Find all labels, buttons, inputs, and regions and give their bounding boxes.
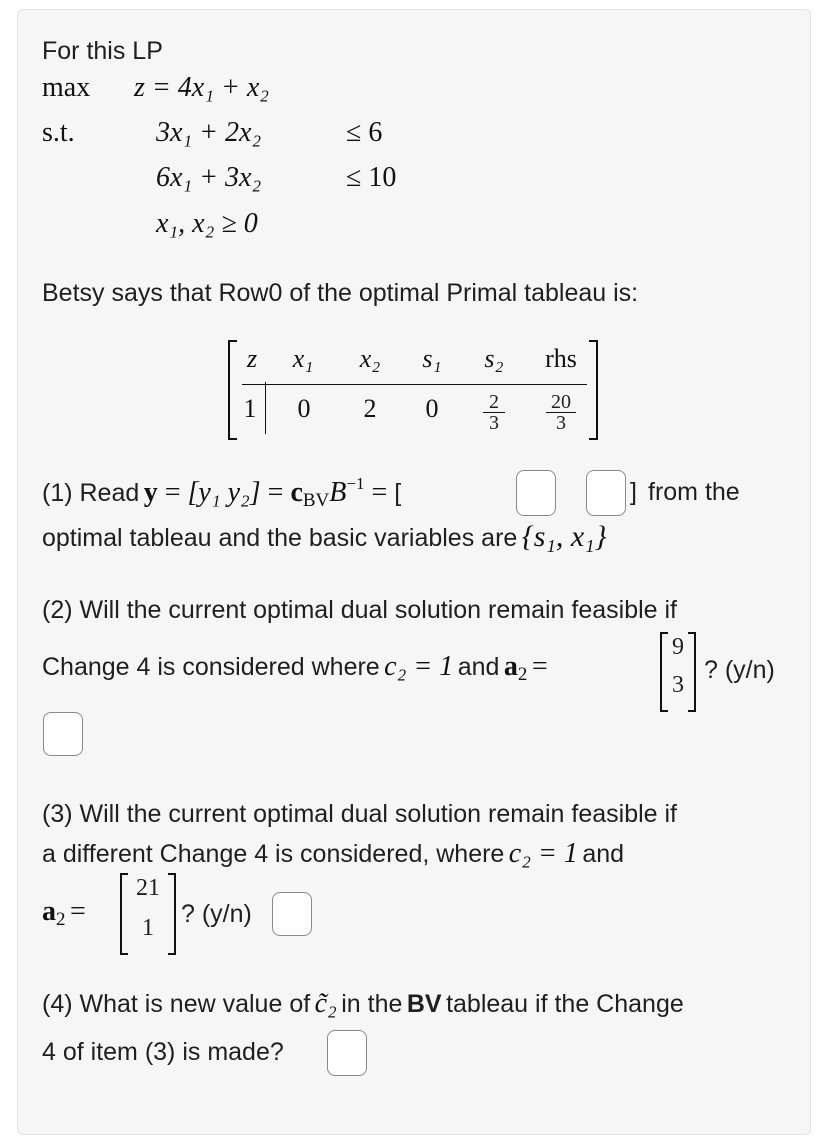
tableau-header-x2: x₂ [359, 344, 381, 373]
q1-inverse-exponent: −1 [346, 474, 365, 493]
question-3-line-2 [42, 838, 624, 870]
subject-to-label: s.t. [42, 117, 75, 148]
objective-function: z = 4x₁ + x₂ [134, 72, 270, 103]
constraint-2-rhs: ≤ 10 [346, 162, 397, 193]
q4-answer-input[interactable] [327, 1030, 367, 1076]
tableau-header-s2: s₂ [484, 344, 504, 373]
q2-a2-subscript: 2 [517, 664, 528, 685]
q2-a2-column-vector [660, 632, 696, 712]
constraint-1-rhs: ≤ 6 [346, 117, 383, 148]
q3-answer-input[interactable] [272, 892, 312, 936]
q1-basis-set: {s₁, x₁} [521, 520, 607, 553]
y2-answer-input[interactable] [586, 470, 626, 516]
q4-bv-label: BV [406, 990, 442, 1018]
s2-numerator: 2 [483, 392, 505, 413]
question-3-line-3 [42, 896, 86, 931]
question-card [17, 9, 811, 1135]
max-label: max [42, 72, 91, 103]
y1-answer-input[interactable] [516, 470, 556, 516]
q1-b-matrix: B [329, 477, 347, 508]
q3-vector-entry-1: 21 [136, 875, 160, 901]
q2-vector-entry-1: 9 [672, 634, 684, 660]
q3-a2: a [42, 896, 56, 927]
question-4-line-2: 4 of item (3) is made? [42, 1038, 284, 1066]
q3-line-2-text: a different Change 4 is considered, where [42, 840, 505, 868]
q4-line-1-text-b: in the [341, 990, 403, 1018]
q1-equals-2: = [260, 477, 291, 508]
q2-line-2-text: Change 4 is considered where [42, 653, 380, 681]
question-4-line-1 [42, 988, 684, 1020]
question-2-line-1: (2) Will the current optimal dual solution remain feasible if [42, 596, 677, 624]
q3-a2-column-vector [120, 873, 176, 955]
tableau-cell-x2: 2 [363, 394, 377, 423]
question-1-line-1 [42, 474, 401, 512]
q1-suffix: from the [648, 478, 740, 506]
q2-a2: a [503, 651, 518, 682]
tableau-cell-x1: 0 [297, 394, 311, 423]
q1-prefix: (1) Read [42, 479, 140, 507]
q1-open-bracket: [ [394, 479, 402, 507]
intro-text: For this LP [42, 37, 163, 65]
q3-equals: = [69, 896, 86, 927]
q3-yn-prompt: ? (y/n) [181, 900, 252, 928]
q2-answer-input[interactable] [43, 712, 83, 756]
q2-vector-entry-2: 3 [672, 672, 684, 698]
tableau-header-x1: x₁ [292, 344, 314, 373]
q1-close-bracket: ] [630, 478, 637, 506]
constraint-2-lhs: 6x₁ + 3x₂ [156, 162, 262, 193]
q4-line-1-text-a: (4) What is new value of [42, 990, 311, 1018]
q3-and: and [582, 840, 625, 868]
tableau-header-rule [242, 384, 587, 385]
s2-denominator: 3 [489, 412, 499, 434]
tableau-cell-s2 [483, 392, 505, 433]
tableau-right-bracket [589, 340, 598, 440]
q2-equals: = [531, 651, 548, 682]
tableau-header-z: z [246, 344, 258, 373]
tableau-header-s1: s₁ [422, 344, 442, 373]
q3-vector-entry-2: 1 [142, 915, 154, 941]
q4-c-tilde-2: c̃₂ [314, 988, 337, 1019]
q1-equals-3: = [364, 477, 395, 508]
q1-cbv-subscript: BV [302, 490, 330, 511]
rhs-denominator: 3 [556, 412, 566, 434]
tableau-header-rhs: rhs [545, 344, 577, 373]
tableau-cell-rhs [546, 392, 576, 433]
tableau-cell-z: 1 [243, 394, 257, 423]
question-1-line-2 [42, 520, 607, 554]
nonnegativity-constraint: x₁, x₂ ≥ 0 [156, 208, 258, 239]
q4-line-1-text-c: tableau if the Change [446, 990, 684, 1018]
q2-and: and [457, 653, 500, 681]
q1-equals-1: = [157, 477, 188, 508]
question-2-line-2 [42, 651, 548, 686]
q1-y-components: [y₁ y₂] [187, 477, 261, 508]
q2-c2-value: c₂ = 1 [384, 651, 454, 682]
row0-tableau [228, 340, 598, 438]
q3-a2-subscript: 2 [56, 909, 66, 930]
constraint-1-lhs: 3x₁ + 2x₂ [156, 117, 262, 148]
q2-yn-prompt: ? (y/n) [704, 656, 775, 684]
betsy-statement: Betsy says that Row0 of the optimal Primal tableau is: [42, 279, 639, 307]
q1-line-2-text: optimal tableau and the basic variables are [42, 524, 518, 552]
q1-cbv: c [290, 477, 303, 508]
rhs-numerator: 20 [546, 392, 576, 413]
q1-y-vector: y [143, 477, 158, 508]
question-3-line-1: (3) Will the current optimal dual solution remain feasible if [42, 800, 677, 828]
tableau-cell-s1: 0 [425, 394, 439, 423]
q3-c2-value: c₂ = 1 [508, 838, 578, 869]
